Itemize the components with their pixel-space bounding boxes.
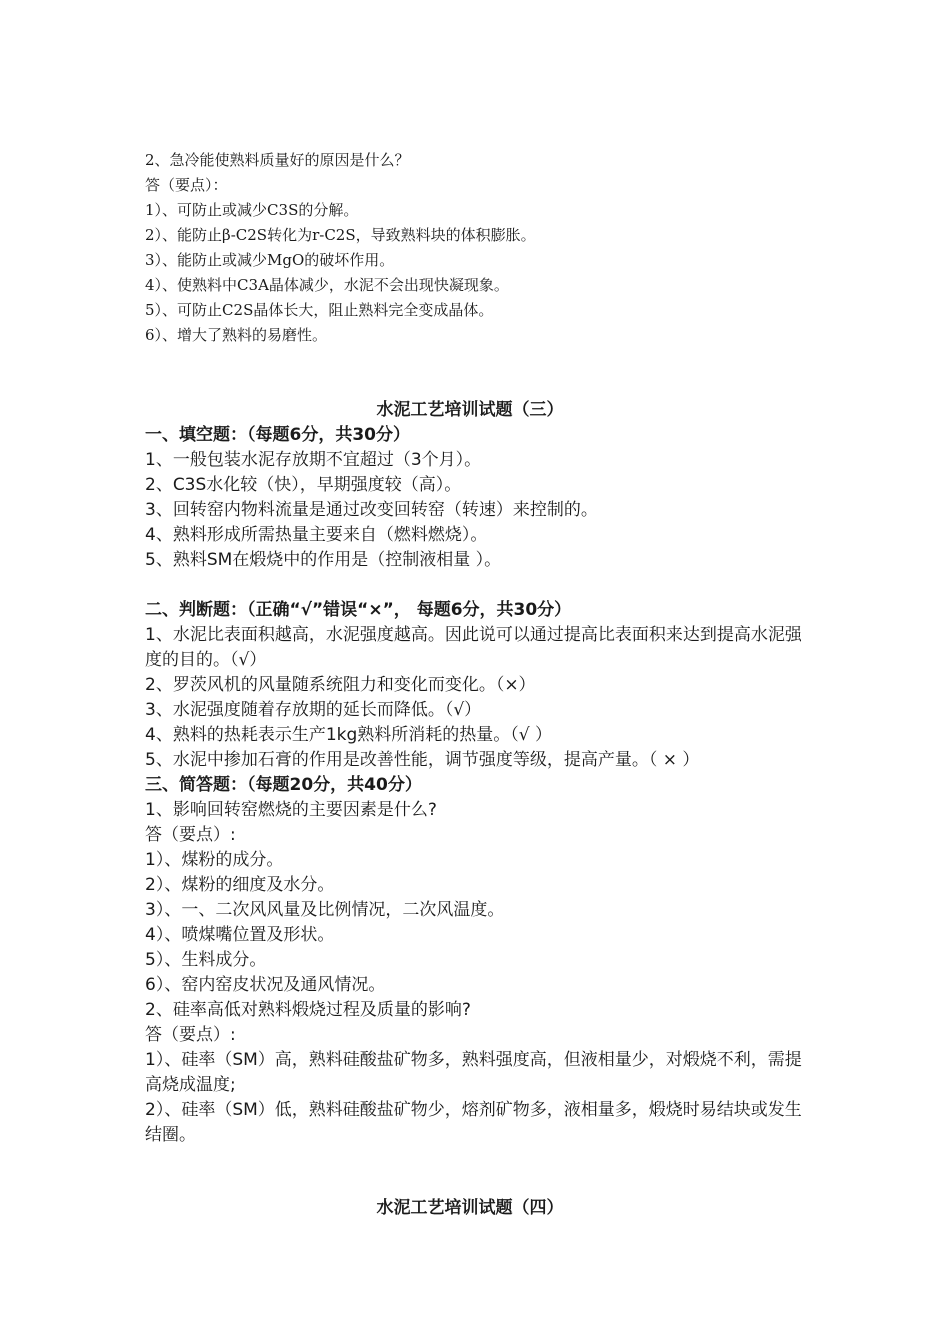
answer-point: 3）、能防止或减少MgO的破坏作用。 bbox=[145, 251, 395, 269]
answer-label: 答（要点）: bbox=[145, 825, 236, 845]
test3-part1 bbox=[145, 398, 815, 573]
judge-item: 2、罗茨风机的风量随系统阻力和变化而变化。（×） bbox=[145, 675, 536, 695]
answer-point: 1）、煤粉的成分。 bbox=[145, 850, 284, 870]
answer-point: 1）、可防止或减少C3S的分解。 bbox=[145, 201, 359, 219]
answer-point: 2）、能防止β-C2S转化为r-C2S，导致熟料块的体积膨胀。 bbox=[145, 226, 536, 244]
answer-label: 答（要点）: bbox=[145, 1025, 236, 1045]
judge-item: 5、水泥中掺加石膏的作用是改善性能，调节强度等级，提高产量。（ × ） bbox=[145, 750, 700, 770]
answer-point: 5）、生料成分。 bbox=[145, 950, 267, 970]
previous-question-block bbox=[145, 148, 815, 348]
short-answer-heading: 三、简答题：（每题20分，共40分） bbox=[145, 775, 422, 795]
question-text: 2、急冷能使熟料质量好的原因是什么？ bbox=[145, 151, 410, 169]
answer-point: 6）、增大了熟料的易磨性。 bbox=[145, 326, 328, 344]
fill-heading: 一、填空题：（每题6分，共30分） bbox=[145, 425, 410, 445]
fill-item: 3、回转窑内物料流量是通过改变回转窑（转速）来控制的。 bbox=[145, 500, 598, 520]
short-question: 1、影响回转窑燃烧的主要因素是什么? bbox=[145, 800, 437, 820]
next-section-title: 水泥工艺培训试题（四） bbox=[376, 1198, 564, 1218]
judge-item: 1、水泥比表面积越高，水泥强度越高。因此说可以通过提高比表面积来达到提高水泥强度的目的。（√） bbox=[145, 625, 802, 670]
fill-item: 1、一般包装水泥存放期不宜超过（3个月）。 bbox=[145, 450, 482, 470]
judge-heading: 二、判断题：（正确“√”错误“×”， 每题6分，共30分） bbox=[145, 600, 572, 620]
fill-item: 2、C3S水化较（快），早期强度较（高）。 bbox=[145, 475, 462, 495]
short-question: 2、硅率高低对熟料煅烧过程及质量的影响? bbox=[145, 1000, 471, 1020]
answer-point: 1）、硅率（SM）高，熟料硅酸盐矿物多，熟料强度高，但液相量少，对煅烧不利，需提高烧成温度; bbox=[145, 1050, 802, 1095]
answer-point: 5）、可防止C2S晶体长大，阻止熟料完全变成晶体。 bbox=[145, 301, 494, 319]
section-title: 水泥工艺培训试题（三） bbox=[376, 400, 564, 420]
judge-item: 4、熟料的热耗表示生产1kg熟料所消耗的热量。（√ ） bbox=[145, 725, 553, 745]
answer-point: 4）、喷煤嘴位置及形状。 bbox=[145, 925, 335, 945]
answer-point: 4）、使熟料中C3A晶体减少，水泥不会出现快凝现象。 bbox=[145, 276, 509, 294]
answer-label: 答（要点）： bbox=[145, 176, 228, 194]
fill-item: 5、熟料SM在煅烧中的作用是（控制液相量 ）。 bbox=[145, 550, 502, 570]
answer-point: 3）、一、二次风风量及比例情况，二次风温度。 bbox=[145, 900, 505, 920]
answer-point: 2）、煤粉的细度及水分。 bbox=[145, 875, 335, 895]
answer-point: 6）、窑内窑皮状况及通风情况。 bbox=[145, 975, 386, 995]
judge-item: 3、水泥强度随着存放期的延长而降低。（√） bbox=[145, 700, 482, 720]
fill-item: 4、熟料形成所需热量主要来自（燃料燃烧）。 bbox=[145, 525, 488, 545]
answer-point: 2）、硅率（SM）低，熟料硅酸盐矿物少，熔剂矿物多，液相量多，煅烧时易结块或发生结圈。 bbox=[145, 1100, 802, 1145]
test3-part2 bbox=[145, 598, 815, 1148]
